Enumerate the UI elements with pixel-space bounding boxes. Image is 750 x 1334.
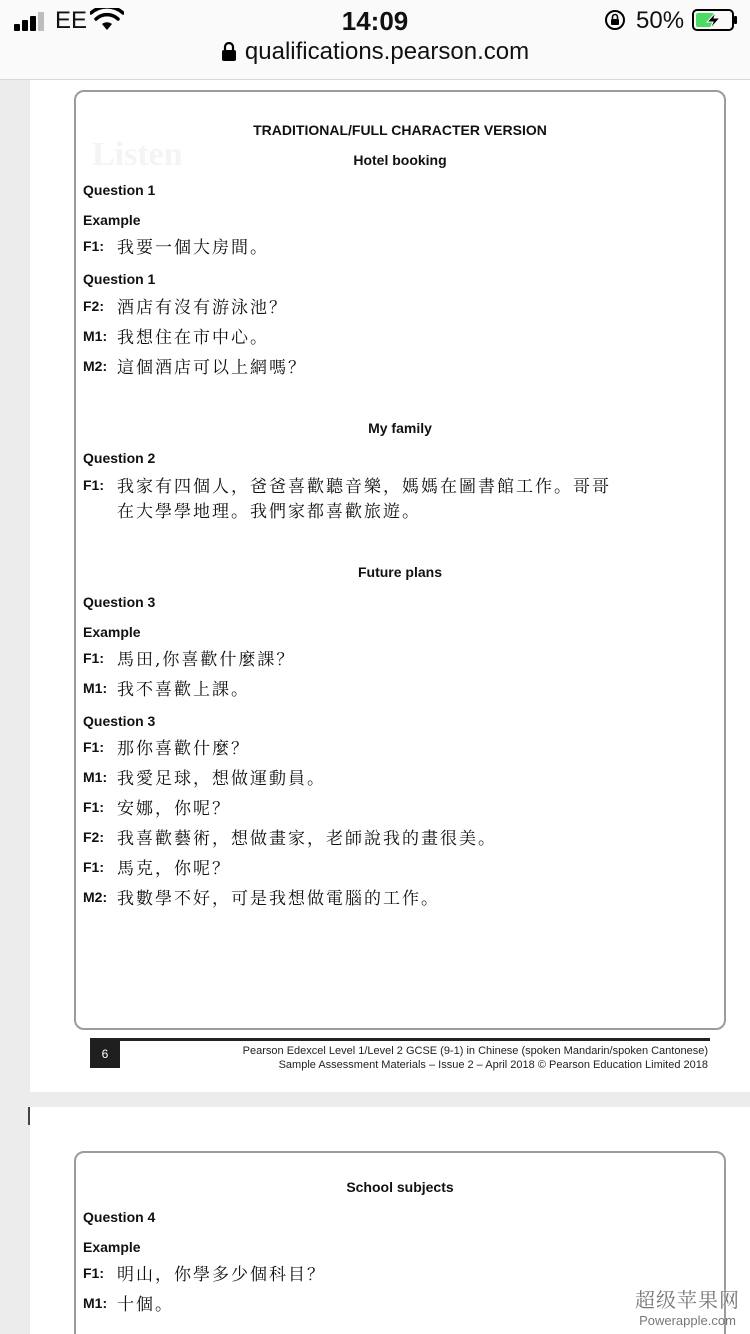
speaker-label: F1:: [83, 238, 104, 254]
dialogue-text: 十個。: [117, 1295, 174, 1315]
carrier-label: EE: [55, 7, 88, 34]
dialogue-text: 我喜歡藝術，想做畫家，老師說我的畫很美。: [117, 829, 497, 849]
speaker-label: M1:: [83, 328, 108, 344]
speaker-label: F2:: [83, 298, 104, 314]
question-label: Question 3: [83, 713, 156, 729]
browser-top-bar: [0, 0, 750, 80]
section-title-hotel: Hotel booking: [353, 152, 447, 168]
dialogue-text: 我數學不好，可是我想做電腦的工作。: [117, 889, 440, 909]
speaker-label: F1:: [83, 477, 104, 493]
speaker-label: F1:: [83, 650, 104, 666]
dialogue-text: 明山，你學多少個科目？: [117, 1265, 326, 1285]
version-heading: TRADITIONAL/FULL CHARACTER VERSION: [253, 122, 547, 138]
page-footer: [243, 1044, 708, 1072]
question-label: Question 1: [83, 182, 156, 198]
dialogue-line: [83, 296, 647, 321]
speaker-label: F2:: [83, 829, 104, 845]
dialogue-text: 馬克，你呢？: [117, 859, 231, 879]
dialogue-text: 我不喜歡上課。: [117, 680, 250, 700]
dialogue-line: [83, 678, 647, 703]
dialogue-text: 酒店有沒有游泳池？: [117, 298, 288, 318]
question-label: Question 3: [83, 594, 156, 610]
speaker-label: F1:: [83, 739, 104, 755]
url-text[interactable]: qualifications.pearson.com: [244, 38, 530, 65]
dialogue-line: [83, 1263, 647, 1288]
speaker-label: M2:: [83, 358, 108, 374]
document-page-1: [30, 80, 750, 1092]
dialogue-text-line-1: 我家有四個人，爸爸喜歡聽音樂，媽媽在圖書館工作。哥哥: [117, 477, 611, 497]
dialogue-text-line-2: 在大學學地理。我們家都喜歡旅遊。: [117, 502, 421, 522]
footer-line-2: Sample Assessment Materials – Issue 2 – April 2018 © Pearson Education Limited 2018: [278, 1059, 708, 1071]
dialogue-line: [83, 827, 647, 852]
dialogue-line: [83, 475, 647, 525]
dialogue-line: [83, 326, 647, 351]
dialogue-text: 我想住在市中心。: [117, 328, 269, 348]
example-label: Example: [83, 624, 141, 640]
question-label: Question 1: [83, 271, 156, 287]
section-title-family: My family: [368, 420, 432, 436]
dialogue-text: 馬田,你喜歡什麼課？: [117, 650, 296, 670]
dialogue-text: 我要一個大房間。: [117, 238, 269, 258]
speaker-label: F1:: [83, 859, 104, 875]
status-bar: [0, 0, 750, 40]
dialogue-line: [83, 737, 647, 762]
example-label: Example: [83, 1239, 141, 1255]
footer-line-1: Pearson Edexcel Level 1/Level 2 GCSE (9-1) in Chinese (spoken Mandarin/spoken Cantonese): [242, 1045, 708, 1057]
speaker-label: F1:: [83, 1265, 104, 1281]
dialogue-text: [117, 475, 647, 525]
rotation-lock-icon: [604, 9, 626, 31]
content-frame: [74, 1151, 726, 1334]
speaker-label: M2:: [83, 889, 108, 905]
question-label: Question 2: [83, 450, 156, 466]
content-frame: [74, 90, 726, 1030]
footer-divider: [90, 1038, 710, 1041]
dialogue-line: [83, 797, 647, 822]
clock: 14:09: [341, 6, 409, 36]
dialogue-line: [83, 887, 647, 912]
speaker-label: F1:: [83, 799, 104, 815]
dialogue-line: [83, 648, 647, 673]
dialogue-text: 安娜，你呢？: [117, 799, 231, 819]
question-label: Question 4: [83, 1209, 156, 1225]
speaker-label: M1:: [83, 1295, 108, 1311]
dialogue-line: [83, 767, 647, 792]
dialogue-text: 那你喜歡什麼？: [117, 739, 250, 759]
dialogue-line: [83, 236, 647, 261]
watermark-english: Powerapple.com: [639, 1313, 736, 1328]
battery-percentage: 50%: [636, 7, 685, 34]
section-title-school: School subjects: [346, 1179, 454, 1195]
example-label: Example: [83, 212, 141, 228]
dialogue-line: [83, 857, 647, 882]
site-watermark: [635, 1284, 740, 1328]
dialogue-line: [83, 1293, 647, 1318]
watermark-chinese: 超级苹果网: [635, 1290, 740, 1312]
dialogue-line: [83, 356, 647, 381]
page-number: 6: [90, 1040, 120, 1068]
section-title-future: Future plans: [357, 564, 442, 580]
address-bar[interactable]: [0, 38, 750, 72]
dialogue-text: 我愛足球，想做運動員。: [117, 769, 326, 789]
faded-background-title: Listen: [92, 136, 183, 173]
dialogue-text: 這個酒店可以上網嗎？: [117, 358, 307, 378]
battery-charging-icon: [692, 9, 738, 31]
speaker-label: M1:: [83, 680, 108, 696]
lock-icon: [221, 42, 237, 62]
speaker-label: M1:: [83, 769, 108, 785]
